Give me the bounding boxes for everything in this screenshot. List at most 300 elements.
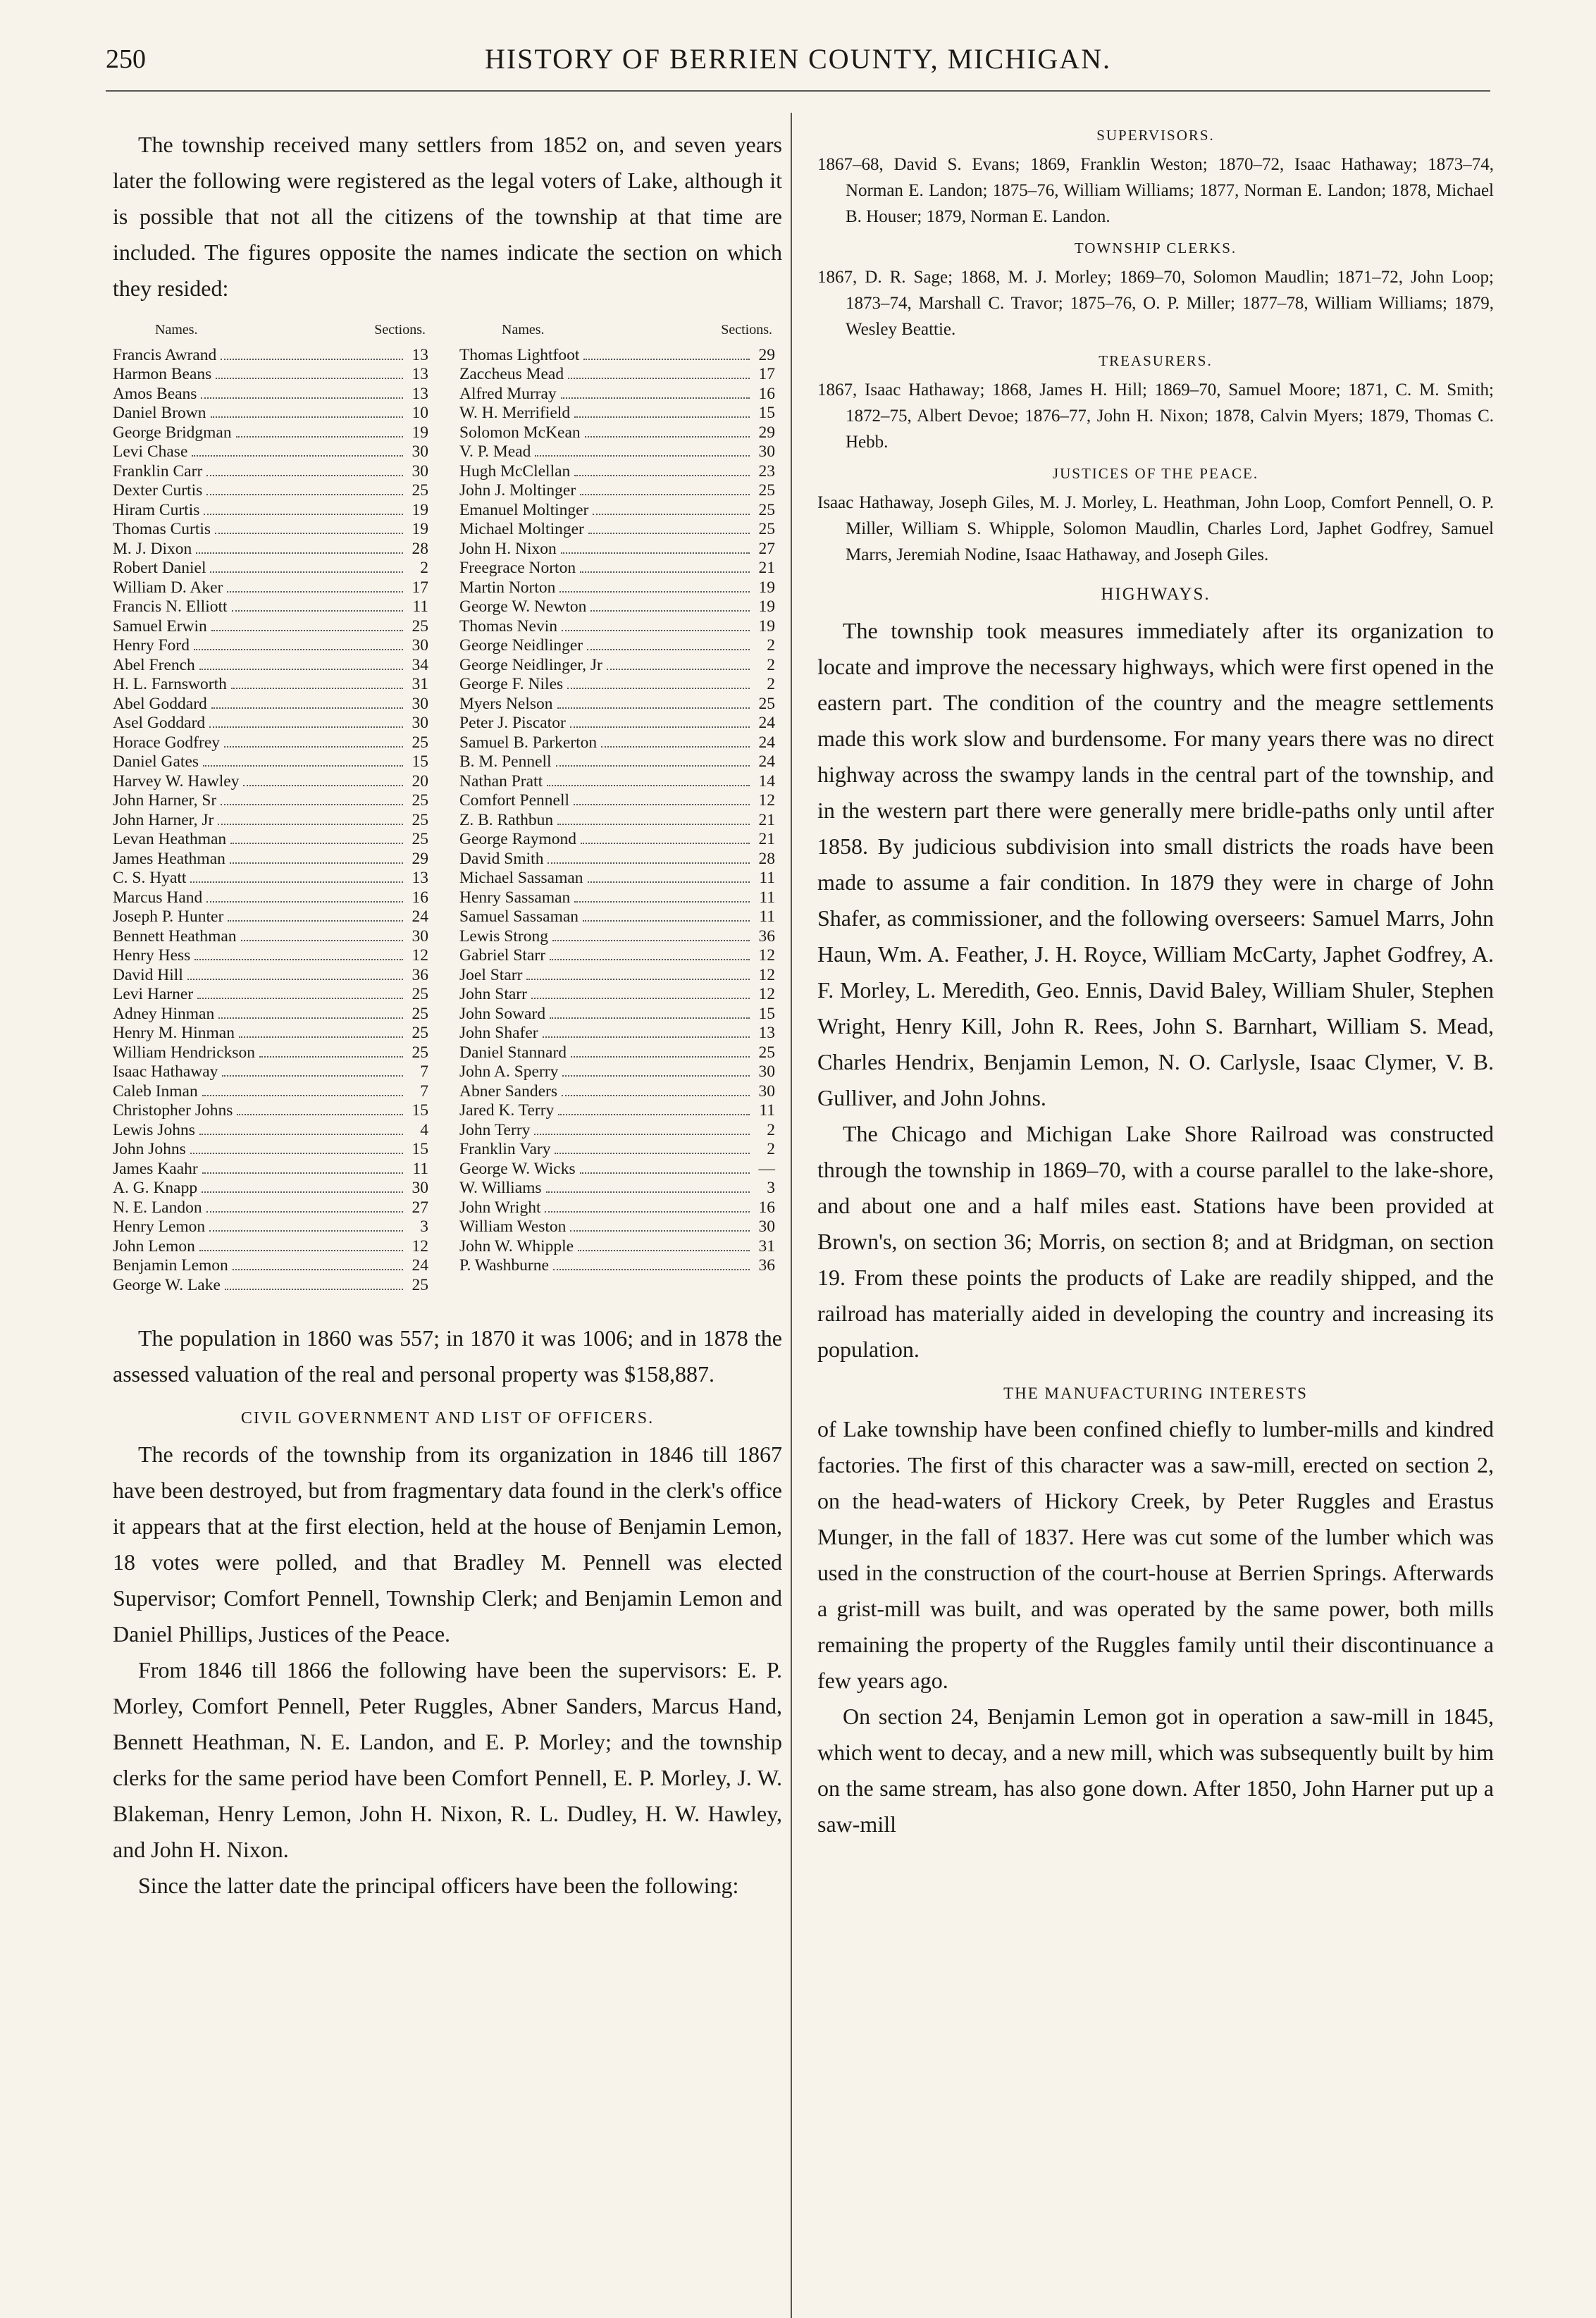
voter-section: 30	[412, 694, 428, 713]
voter-name: Henry Sassaman	[459, 888, 571, 907]
voter-name: Henry Ford	[113, 636, 190, 655]
names-header: Names.	[155, 322, 198, 337]
voter-row	[459, 656, 775, 676]
voter-section: 12	[758, 791, 775, 810]
voter-section: 25	[758, 1043, 775, 1062]
leader-dots	[243, 785, 403, 786]
voter-section: 11	[412, 597, 428, 616]
voter-section: 30	[412, 714, 428, 732]
voter-section: 30	[412, 461, 428, 481]
voter-name: Horace Godfrey	[113, 733, 221, 752]
leader-dots	[201, 397, 403, 399]
voter-row	[113, 811, 428, 831]
voter-name: Samuel B. Parkerton	[459, 733, 598, 752]
highways-paragraph-2: The Chicago and Michigan Lake Shore Railroad was constructed through the township in 1869–70, with a course parallel to the lake-shore, and about one and a half miles east. Stations have been provided at Brown's, on section 36; Morris, on section 8; and at Bridgman, on section 19. From these points the products of Lake are readily shipped, and the railroad has materially aided in developing the country and increasing its population.	[817, 1121, 1494, 1362]
voter-name: George Raymond	[459, 830, 576, 848]
voter-section: 7	[420, 1081, 428, 1101]
voter-row	[459, 907, 775, 927]
voter-section: 29	[758, 345, 775, 364]
voter-section: 36	[412, 965, 428, 984]
voter-name: Franklin Vary	[459, 1140, 551, 1158]
voter-name: A. G. Knapp	[113, 1179, 198, 1197]
leader-dots	[239, 1036, 403, 1038]
voter-row	[459, 404, 775, 423]
voter-section: 17	[412, 578, 428, 597]
leader-dots	[215, 533, 403, 534]
leader-dots	[587, 649, 750, 650]
voter-section: 2	[767, 1120, 775, 1139]
voter-row	[113, 752, 428, 772]
leader-dots	[567, 688, 750, 689]
leader-dots	[547, 785, 750, 786]
voter-section: 11	[759, 869, 775, 887]
leader-dots	[570, 726, 750, 728]
leader-dots	[562, 1075, 750, 1077]
voter-row	[113, 985, 428, 1005]
voter-row	[113, 1101, 428, 1121]
voter-row	[459, 462, 775, 482]
voter-section: 25	[758, 500, 775, 519]
voter-row	[459, 1101, 775, 1121]
voter-name: Asel Goddard	[113, 714, 206, 732]
voter-row	[113, 578, 428, 598]
voter-section: 19	[412, 520, 428, 538]
voter-name: Hiram Curtis	[113, 500, 200, 519]
voter-row	[113, 1237, 428, 1257]
voter-name: Solomon McKean	[459, 423, 581, 442]
leader-dots	[580, 1172, 750, 1174]
voter-row	[459, 1140, 775, 1160]
voter-name: James Heathman	[113, 849, 225, 868]
voter-row	[113, 559, 428, 578]
justices-heading: JUSTICES OF THE PEACE.	[1052, 465, 1259, 482]
voter-name: Samuel Erwin	[113, 616, 207, 636]
voter-section: 30	[412, 926, 428, 946]
voter-row	[459, 365, 775, 385]
voter-section: 27	[758, 539, 775, 558]
leader-dots	[237, 1114, 403, 1115]
voter-row	[113, 540, 428, 559]
leader-dots	[574, 416, 750, 418]
voter-name: William Weston	[459, 1217, 567, 1236]
voter-section: 25	[758, 694, 775, 713]
voter-name: John Wright	[459, 1198, 541, 1217]
voter-section: 14	[758, 771, 775, 791]
voter-name: M. J. Dixon	[113, 539, 192, 558]
leader-dots	[583, 359, 750, 360]
voter-section: 25	[412, 733, 428, 752]
voter-row	[113, 1256, 428, 1276]
leader-dots	[227, 591, 403, 593]
township-clerks-list: 1867, D. R. Sage; 1868, M. J. Morley; 1869–70, Solomon Maudlin; 1871–72, John Loop; 1873–74, Marshall C. Travor; 1875–76, O. P. Miller; 1877–78, William Williams; 1879, Wesley Beattie.	[817, 268, 1494, 339]
voter-name: Francis N. Elliott	[113, 597, 228, 616]
voter-section: 21	[758, 559, 775, 577]
voter-name: Michael Sassaman	[459, 869, 583, 887]
voter-row	[113, 1198, 428, 1218]
voter-name: Francis Awrand	[113, 345, 217, 364]
voter-row	[113, 365, 428, 385]
voter-section: 13	[412, 384, 428, 403]
voter-row	[459, 772, 775, 792]
leader-dots	[574, 804, 750, 805]
voter-section: 16	[758, 384, 775, 403]
voter-section: 25	[412, 1004, 428, 1023]
voter-name: W. Williams	[459, 1179, 542, 1197]
voter-section: 28	[758, 849, 775, 868]
leader-dots	[562, 630, 750, 631]
leader-dots	[190, 881, 403, 883]
voter-section: 19	[758, 616, 775, 636]
voter-name: Caleb Inman	[113, 1081, 198, 1101]
voter-row	[113, 850, 428, 869]
voters-table-header	[113, 321, 428, 346]
voter-name: Hugh McClellan	[459, 461, 571, 481]
voter-section: 25	[412, 985, 428, 1003]
leader-dots	[222, 1075, 403, 1077]
voter-row	[113, 927, 428, 947]
voter-row	[113, 675, 428, 695]
leader-dots	[224, 746, 403, 748]
voters-column-1	[113, 321, 428, 1295]
voter-section: 12	[758, 985, 775, 1003]
voter-section: 19	[758, 597, 775, 616]
voter-name: John Harner, Jr	[113, 810, 214, 829]
leader-dots	[199, 1250, 403, 1251]
voter-name: Abel Goddard	[113, 694, 207, 713]
voter-row	[459, 695, 775, 714]
voter-name: Lewis Johns	[113, 1120, 195, 1139]
voter-row	[113, 1043, 428, 1063]
voters-rows-2	[459, 346, 775, 1276]
voter-section: 25	[412, 1024, 428, 1042]
voter-row	[459, 675, 775, 695]
voter-row	[113, 1005, 428, 1024]
voter-section: 15	[412, 1140, 428, 1158]
header-rule	[106, 90, 1490, 92]
voter-row	[113, 907, 428, 927]
voter-name: John Shafer	[459, 1024, 538, 1042]
voter-row	[459, 869, 775, 888]
voter-name: Harvey W. Hawley	[113, 771, 240, 791]
voter-name: Z. B. Rathbun	[459, 810, 554, 829]
township-clerks-heading: TOWNSHIP CLERKS.	[1074, 240, 1237, 256]
leader-dots	[526, 979, 750, 980]
voter-name: William Hendrickson	[113, 1043, 256, 1062]
voter-row	[113, 385, 428, 404]
leader-dots	[196, 552, 403, 554]
column-divider	[791, 113, 792, 2318]
leader-dots	[580, 494, 750, 495]
voter-row	[459, 1198, 775, 1218]
voter-row	[113, 1160, 428, 1179]
voter-name: Myers Nelson	[459, 694, 553, 713]
leader-dots	[206, 901, 403, 903]
voter-row	[459, 423, 775, 443]
voter-section: 16	[412, 888, 428, 907]
voter-row	[113, 636, 428, 656]
voter-row	[459, 636, 775, 656]
voter-name: George Bridgman	[113, 423, 232, 442]
leader-dots	[588, 533, 750, 534]
voter-section: 25	[412, 481, 428, 500]
leader-dots	[590, 610, 750, 612]
voter-name: George Neidlinger, Jr	[459, 655, 602, 674]
voter-name: H. L. Farnsworth	[113, 675, 227, 693]
leader-dots	[580, 571, 750, 573]
voter-name: Levi Harner	[113, 985, 194, 1003]
voter-section: 2	[767, 655, 775, 674]
voter-row	[459, 850, 775, 869]
voter-name: George W. Lake	[113, 1275, 221, 1294]
voter-name: Abner Sanders	[459, 1081, 558, 1101]
leader-dots	[199, 669, 403, 670]
voter-section: 21	[758, 830, 775, 848]
names-header: Names.	[502, 322, 545, 337]
voter-name: Joel Starr	[459, 965, 523, 984]
leader-dots	[206, 1211, 403, 1213]
leader-dots	[561, 552, 750, 554]
voter-row	[113, 617, 428, 637]
voter-row	[113, 1179, 428, 1198]
voter-name: John Harner, Sr	[113, 791, 217, 810]
leader-dots	[211, 707, 403, 709]
leader-dots	[552, 940, 750, 941]
leader-dots	[197, 998, 403, 999]
voter-section: 13	[758, 1024, 775, 1042]
voter-section: 12	[412, 946, 428, 965]
voter-name: Henry Hess	[113, 946, 191, 965]
voter-row	[459, 985, 775, 1005]
leader-dots	[557, 707, 750, 709]
voter-name: Abel French	[113, 655, 195, 674]
voter-section: 25	[412, 1275, 428, 1294]
voter-row	[459, 346, 775, 366]
voter-section: 24	[412, 907, 428, 926]
leader-dots	[550, 959, 750, 960]
voter-section: 10	[412, 404, 428, 422]
voter-name: John H. Nixon	[459, 539, 557, 558]
voter-section: 25	[412, 810, 428, 829]
leader-dots	[607, 669, 750, 670]
voter-row	[459, 385, 775, 404]
voter-section: 13	[412, 365, 428, 383]
voter-name: David Hill	[113, 965, 183, 984]
voter-section: 31	[758, 1237, 775, 1256]
leader-dots	[211, 416, 404, 418]
left-column	[113, 127, 782, 1904]
voter-name: George Neidlinger	[459, 636, 583, 655]
voter-row	[459, 733, 775, 753]
voter-row	[113, 501, 428, 521]
leader-dots	[204, 514, 403, 515]
voter-name: Thomas Curtis	[113, 520, 211, 538]
voter-row	[113, 791, 428, 811]
voter-name: Dexter Curtis	[113, 481, 203, 500]
leader-dots	[531, 998, 750, 999]
voter-name: Adney Hinman	[113, 1004, 215, 1023]
voter-section: 15	[758, 1004, 775, 1023]
voter-row	[459, 1005, 775, 1024]
voter-row	[459, 927, 775, 947]
voter-name: William D. Aker	[113, 578, 223, 597]
voter-row	[459, 1024, 775, 1043]
voter-row	[459, 578, 775, 598]
intro-paragraph: The township received many settlers from 1852 on, and seven years later the following were registered as the legal voters of Lake, although it is possible that not all the citizens of the township at that time are included. The figures opposite the names indicate the section on which they resided:	[113, 132, 782, 301]
voter-name: Alfred Murray	[459, 384, 557, 403]
leader-dots	[225, 1289, 403, 1290]
voter-section: 27	[412, 1198, 428, 1217]
voter-section: 19	[412, 423, 428, 442]
voter-section: —	[758, 1159, 775, 1178]
leader-dots	[574, 475, 750, 476]
voter-row	[459, 1121, 775, 1141]
voter-name: Bennett Heathman	[113, 926, 237, 946]
sections-header: Sections.	[721, 322, 772, 337]
voter-section: 30	[412, 1179, 428, 1197]
leader-dots	[194, 959, 403, 960]
voter-row	[113, 481, 428, 501]
leader-dots	[221, 359, 403, 360]
leader-dots	[546, 1191, 750, 1193]
justices-list: Isaac Hathaway, Joseph Giles, M. J. Morley, L. Heathman, John Loop, Comfort Pennell, O. P. Miller, William S. Whipple, Solomon Maudlin, Charles Lord, Japhet Godfrey, Samuel Marrs, Jeremiah Nodine, Isaac Hathaway, and Joseph Giles.	[817, 493, 1494, 564]
voter-row	[113, 1217, 428, 1237]
leader-dots	[571, 1056, 750, 1058]
voter-section: 2	[767, 1140, 775, 1158]
voter-name: Nathan Pratt	[459, 771, 543, 791]
leader-dots	[209, 1230, 403, 1232]
voter-section: 12	[758, 965, 775, 984]
voter-section: 16	[758, 1198, 775, 1217]
voter-name: Samuel Sassaman	[459, 907, 579, 926]
voter-row	[459, 540, 775, 559]
voter-section: 25	[412, 1043, 428, 1062]
population-paragraph: The population in 1860 was 557; in 1870 it was 1006; and in 1878 the assessed valuation of the real and personal property was $158,887.	[113, 1325, 782, 1387]
voter-section: 13	[412, 345, 428, 364]
leader-dots	[550, 1017, 750, 1019]
manufacturing-paragraph-2: On section 24, Benjamin Lemon got in operation a saw-mill in 1845, which went to decay, and a new mill, which was subsequently built by him on the same stream, has also gone down. After 1850, John Harner put up a saw-mill	[817, 1704, 1494, 1837]
voter-row	[459, 597, 775, 617]
voter-name: John Johns	[113, 1140, 186, 1158]
leader-dots	[218, 824, 403, 825]
voter-section: 36	[758, 1256, 775, 1275]
leader-dots	[241, 940, 403, 941]
leader-dots	[558, 1114, 750, 1115]
voter-row	[459, 966, 775, 986]
voters-rows-1	[113, 346, 428, 1296]
voter-section: 20	[412, 771, 428, 791]
voter-section: 28	[412, 539, 428, 558]
voter-section: 15	[412, 752, 428, 771]
leader-dots	[259, 1056, 403, 1058]
leader-dots	[574, 901, 750, 903]
voter-section: 25	[412, 830, 428, 848]
voter-row	[459, 888, 775, 908]
voter-section: 11	[412, 1159, 428, 1178]
voter-section: 7	[420, 1062, 428, 1081]
civil-government-heading: CIVIL GOVERNMENT AND LIST OF OFFICERS.	[240, 1409, 655, 1427]
voter-row	[459, 1217, 775, 1237]
voter-section: 17	[758, 365, 775, 383]
voter-section: 24	[412, 1256, 428, 1275]
treasurers-heading: TREASURERS.	[1099, 352, 1213, 369]
voters-table-header	[459, 321, 775, 346]
voter-row	[459, 1256, 775, 1276]
voter-name: Henry Lemon	[113, 1217, 206, 1236]
leader-dots	[231, 688, 403, 689]
voter-row	[113, 1276, 428, 1296]
leader-dots	[210, 571, 403, 573]
voter-name: Peter J. Piscator	[459, 714, 566, 732]
voter-row	[459, 617, 775, 637]
voters-column-2	[459, 321, 775, 1295]
voter-section: 30	[758, 1217, 775, 1236]
voter-section: 30	[758, 1081, 775, 1101]
voter-name: Joseph P. Hunter	[113, 907, 224, 926]
voter-name: Levan Heathman	[113, 830, 227, 848]
voter-name: John J. Moltinger	[459, 481, 576, 500]
sections-header: Sections.	[374, 322, 426, 337]
voter-name: Lewis Strong	[459, 926, 548, 946]
leader-dots	[593, 514, 750, 515]
voter-row	[113, 946, 428, 966]
leader-dots	[232, 610, 403, 612]
voter-row	[459, 946, 775, 966]
voter-section: 11	[759, 907, 775, 926]
voter-section: 19	[412, 500, 428, 519]
voter-row	[459, 1237, 775, 1257]
voter-row	[113, 442, 428, 462]
voter-section: 12	[758, 946, 775, 965]
leader-dots	[570, 1230, 750, 1232]
leader-dots	[588, 881, 750, 883]
voter-row	[459, 830, 775, 850]
voter-section: 15	[758, 404, 775, 422]
leader-dots	[545, 1211, 750, 1213]
voter-section: 25	[412, 791, 428, 810]
leader-dots	[534, 1134, 750, 1135]
voter-section: 3	[767, 1179, 775, 1197]
voter-name: John Lemon	[113, 1237, 195, 1256]
voter-row	[113, 888, 428, 908]
voter-name: John A. Sperry	[459, 1062, 559, 1081]
leader-dots	[559, 591, 750, 593]
voter-name: George W. Wicks	[459, 1159, 576, 1178]
leader-dots	[557, 824, 750, 825]
voter-name: Benjamin Lemon	[113, 1256, 228, 1275]
voter-row	[459, 501, 775, 521]
civil-paragraph-3: Since the latter date the principal officers have been the following:	[138, 1873, 739, 1898]
voter-name: Daniel Gates	[113, 752, 199, 771]
voter-name: Freegrace Norton	[459, 559, 576, 577]
voter-name: Marcus Hand	[113, 888, 203, 907]
leader-dots	[578, 1250, 750, 1251]
voter-row	[113, 520, 428, 540]
voter-row	[113, 404, 428, 423]
voter-section: 12	[412, 1237, 428, 1256]
leader-dots	[206, 475, 403, 476]
leader-dots	[548, 862, 750, 864]
voter-name: Jared K. Terry	[459, 1101, 555, 1120]
manufacturing-paragraph-1: of Lake township have been confined chiefly to lumber-mills and kindred factories. The first of this character was a saw-mill, erected on section 2, on the head-waters of Hickory Creek, by Peter Ruggles and Erastus Munger, in the fall of 1837. Here was cut some of the lumber which was used in the construction of the court-house at Berrien Springs. Afterwards a grist-mill was built, and was operated by the same power, both mills remaining the property of the Ruggles family until their discontinuance a few years ago.	[817, 1416, 1494, 1693]
voter-name: Thomas Lightfoot	[459, 345, 580, 364]
voter-section: 34	[412, 655, 428, 674]
leader-dots	[535, 455, 750, 457]
voter-row	[113, 346, 428, 366]
voter-section: 36	[758, 926, 775, 946]
treasurers-list: 1867, Isaac Hathaway; 1868, James H. Hill; 1869–70, Samuel Moore; 1871, C. M. Smith; 1872–75, Albert Devoe; 1876–77, John H. Nixon; 1878, Calvin Myers; 1879, Thomas C. Hebb.	[817, 380, 1494, 452]
running-title: HISTORY OF BERRIEN COUNTY, MICHIGAN.	[484, 43, 1112, 75]
voter-row	[113, 695, 428, 714]
